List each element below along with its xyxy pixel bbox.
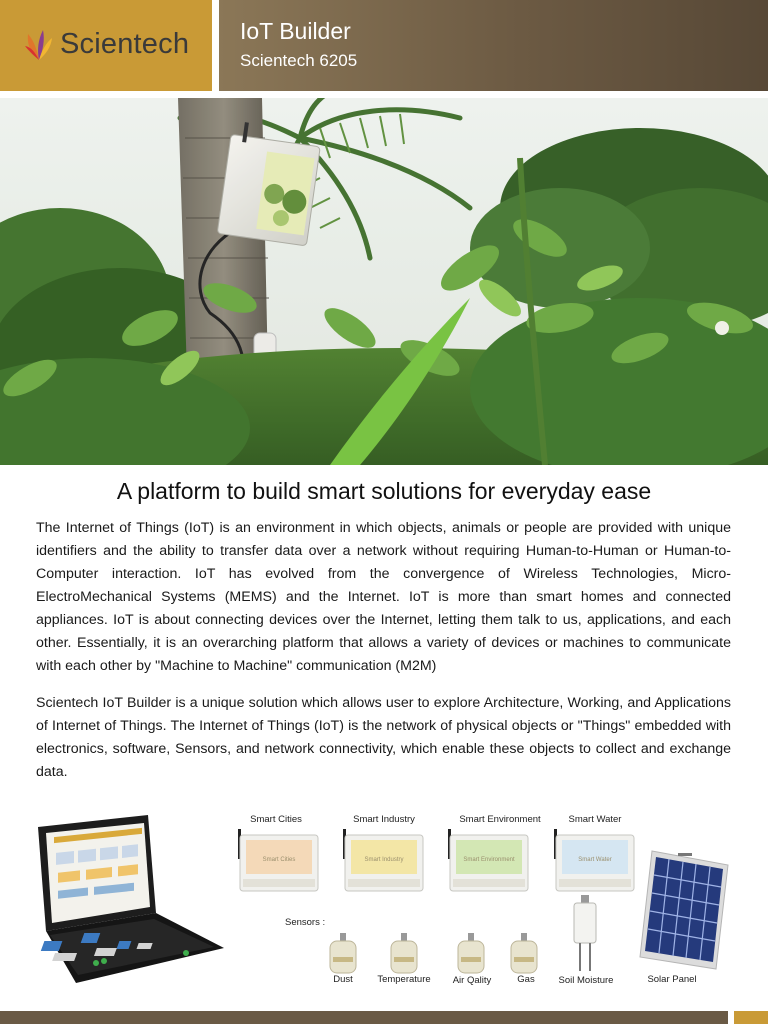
footer-bar [0, 1011, 728, 1024]
footer-accent [734, 1011, 768, 1024]
module-box [554, 829, 634, 891]
soil-moisture-probe [574, 895, 596, 971]
trainer-kit-image [36, 813, 226, 988]
intro-paragraph: The Internet of Things (IoT) is an environment in which objects, animals or people are provided with unique identifiers and the ability to transfer data over a network without requiring Human-to-Human or Human-to-Computer interaction. IoT has evolved from the convergence of Wireless Technologies, Micro-ElectroMechanical Systems (MEMS) and the Internet. IoT is more than smart homes and connected appliances. IoT is about connecting devices over the Internet, letting them talk to us, applications, and each other. Essentially, it is an overarching platform that allows a variety of devices or machines to communicate with each other by "Machine to Machine" communication (M2M) [36, 520, 731, 674]
product-title: IoT Builder [240, 18, 351, 44]
header-divider [212, 0, 219, 91]
module-box [343, 829, 423, 891]
module-panel-text: Smart Water [578, 857, 612, 863]
sensor-images [320, 893, 620, 975]
module-panel-text: Smart Industry [364, 857, 404, 863]
garden-photo-illustration [0, 98, 768, 465]
module-panel-text: Smart Cities [262, 857, 296, 863]
title-panel [219, 0, 768, 91]
sensor-label-soil-moisture: Soil Moisture [558, 975, 614, 986]
module-label-smart-water: Smart Water [568, 814, 622, 825]
sensor-capsule [458, 933, 484, 973]
module-label-smart-environment: Smart Environment [459, 814, 541, 825]
sensor-label-gas: Gas [517, 974, 535, 985]
sensor-label-air-qality: Air Qality [452, 975, 492, 986]
logo-panel [0, 0, 212, 91]
module-label-smart-cities: Smart Cities [250, 814, 302, 825]
product-code: Scientech 6205 [240, 51, 358, 70]
module-boxes [230, 825, 640, 897]
module-panel-text: Smart Environment [463, 857, 515, 863]
sensor-capsule [330, 933, 356, 973]
module-box [448, 829, 528, 891]
sensor-label-temperature: Temperature [377, 974, 431, 985]
solar-panel-image [638, 849, 734, 973]
sensor-capsule [391, 933, 417, 973]
module-label-smart-industry: Smart Industry [353, 814, 415, 825]
module-box [238, 829, 318, 891]
sensors-heading: Sensors : [285, 917, 326, 928]
logo-text: Scientech [60, 28, 190, 60]
sensor-label-dust: Dust [333, 974, 353, 985]
scientech-logo-icon [24, 26, 54, 62]
hero-photo [0, 98, 768, 465]
solar-panel-label: Solar Panel [647, 974, 697, 985]
product-paragraph: Scientech IoT Builder is a unique solution which allows user to explore Architecture, Working, and Applications of Internet of Things. The Internet of Things (IoT) is the network of physical objects or "Things" embedded with electronics, software, Sensors, and network connectivity, which enable these objects to collect and exchange data. [36, 695, 731, 780]
product-strip [0, 805, 768, 1005]
sensor-capsule [511, 933, 537, 973]
headline: A platform to build smart solutions for everyday ease [116, 478, 652, 504]
